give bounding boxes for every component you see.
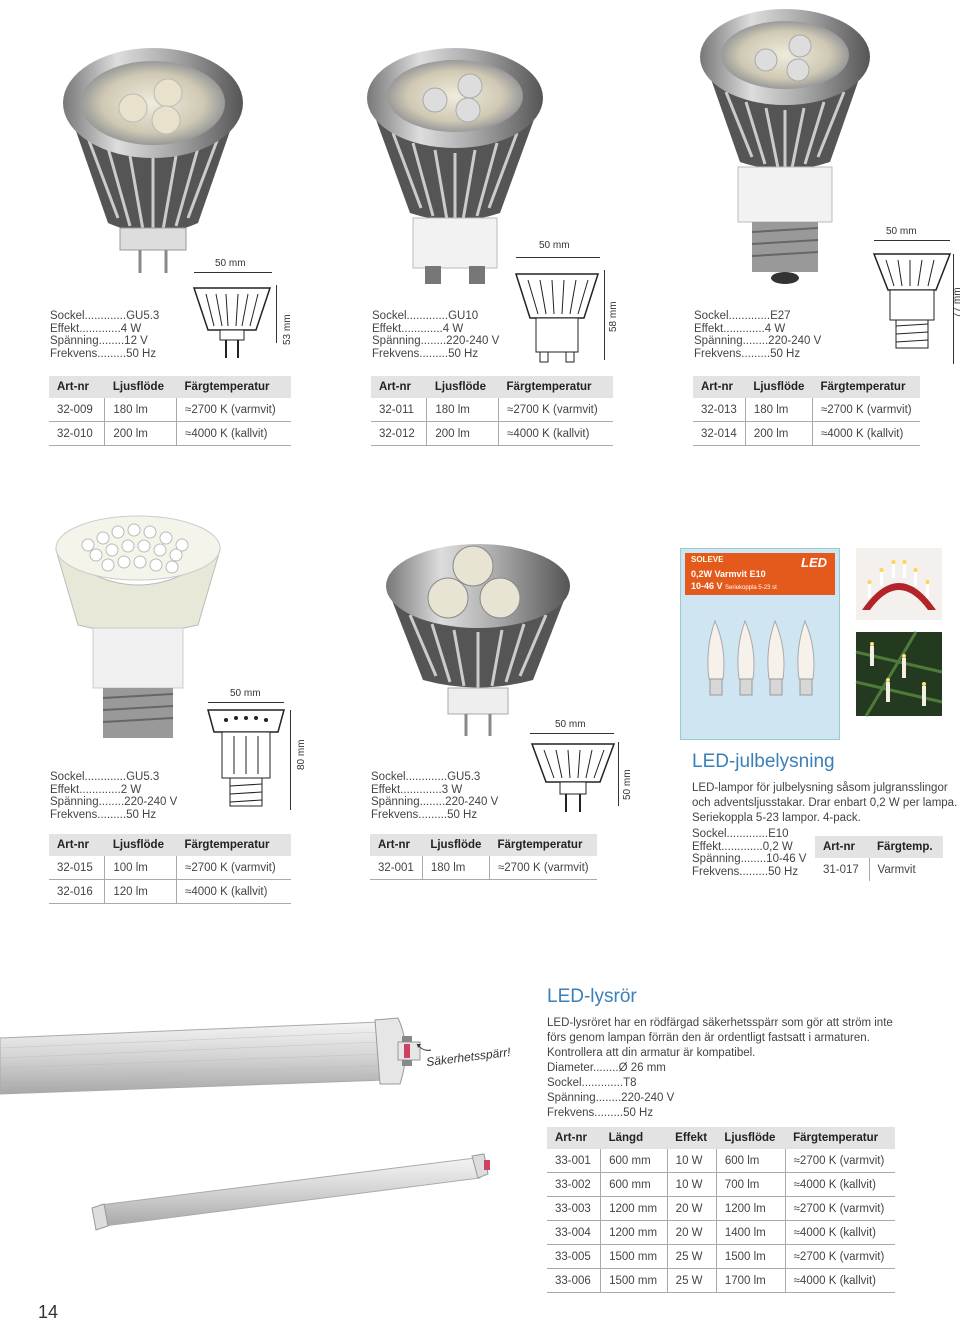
specs-4: Sockel.............GU5.3 Effekt.............2 W Spänning........220-240 V Frekvens.........50 Hz — [50, 771, 178, 821]
table-row: 33-005 1500 mm 25 W 1500 lm ≈2700 K (varmvit) — [547, 1245, 895, 1269]
width-dimension: 50 mm — [215, 258, 246, 269]
product-table-5: Art-nr Ljusflöde Färgtemperatur 32-001 180 lm ≈2700 K (varmvit) — [370, 834, 597, 880]
julbelysning-specs: Sockel.............E10 Effekt.............0,2 W Spänning........10-46 V Frekvens.........50 Hz — [692, 828, 807, 878]
height-dimension: 77 mm — [952, 287, 963, 318]
table-row: 32-016 120 lm ≈4000 K (kallvit) — [49, 880, 291, 904]
width-dimension: 50 mm — [539, 240, 570, 251]
brand-logo: SOLEVE — [691, 555, 724, 564]
lysror-specs: Diameter........Ø 26 mm Sockel.............T8 Spänning........220-240 V Frekvens.........50 Hz — [547, 1062, 675, 1119]
dimension-drawing-1 — [190, 282, 274, 366]
julbelysning-heading: LED-julbelysning — [692, 751, 835, 772]
dimension-drawing-3 — [872, 248, 952, 378]
table-row: 33-004 1200 mm 20 W 1400 lm ≈4000 K (kallvit) — [547, 1221, 895, 1245]
pack-spec-1: 0,2W Varmvit E10 — [691, 569, 766, 579]
candlestick-image — [856, 548, 942, 620]
height-dimension: 58 mm — [608, 301, 619, 332]
safety-catch-label: Säkerhetsspärr! — [425, 1044, 512, 1070]
product-table-2: Art-nr Ljusflöde Färgtemperatur 32-011 180 lm ≈2700 K (varmvit) 32-012 200 lm ≈4000 K (kallvit) — [371, 376, 613, 446]
package-image — [680, 548, 840, 740]
christmas-tree-image — [856, 632, 942, 716]
lysror-table: Art-nr Längd Effekt Ljusflöde Färgtemperatur 33-001 600 mm 10 W 600 lm ≈2700 K (varmvit) 33-002 600 mm 10 W 700 lm ≈4000 K (kallvit) 33-003 1200 mm 20 W 1200 lm ≈2700 K (varmvit) 33-004 1200 mm 20 W 1400 lm ≈4000 K (kallvit) 33-005 1500 mm 25 W 1500 lm ≈2700 K (varmvit) 33-006 1500 mm 25 W 1700 lm ≈4000 K (kallvit) — [547, 1127, 895, 1293]
product-image-3w-gu53 — [378, 540, 578, 740]
table-row: 32-014 200 lm ≈4000 K (kallvit) — [693, 422, 920, 446]
dimension-drawing-4 — [206, 706, 286, 826]
table-row: 32-015 100 lm ≈2700 K (varmvit) — [49, 856, 291, 880]
table-row: 32-010 200 lm ≈4000 K (kallvit) — [49, 422, 291, 446]
table-row: 32-012 200 lm ≈4000 K (kallvit) — [371, 422, 613, 446]
product-image-multi-led — [48, 510, 228, 750]
pack-led-label: LED — [801, 555, 827, 570]
lysror-description: LED-lysröret har en rödfärgad säkerhetsspärr som gör att ström inte förs genom lampan förrän den är ordentligt fastsatt i armaturen. Kontrollera att din armatur är kompatibel. — [547, 1017, 893, 1059]
width-dimension: 50 mm — [555, 719, 586, 730]
product-image-mr16-gu53 — [48, 38, 258, 278]
tube-image-small — [80, 1150, 500, 1230]
height-dimension: 53 mm — [282, 314, 293, 345]
table-row: 33-006 1500 mm 25 W 1700 lm ≈4000 K (kallvit) — [547, 1269, 895, 1293]
table-row: 32-013 180 lm ≈2700 K (varmvit) — [693, 398, 920, 422]
height-dimension: 50 mm — [622, 769, 633, 800]
width-dimension: 50 mm — [230, 688, 261, 699]
specs-5: Sockel.............GU5.3 Effekt.............3 W Spänning........220-240 V Frekvens.........50 Hz — [371, 771, 499, 821]
product-image-gu10 — [355, 38, 555, 288]
specs-2: Sockel.............GU10 Effekt.............4 W Spänning........220-240 V Frekvens.........50 Hz — [372, 310, 500, 360]
table-row: 32-011 180 lm ≈2700 K (varmvit) — [371, 398, 613, 422]
page-number: 14 — [38, 1302, 59, 1322]
product-image-e27 — [690, 2, 880, 287]
table-row: 31-017 Varmvit — [815, 858, 943, 881]
pack-spec-2: 10-46 V Seriekoppla 5-23 st — [691, 581, 777, 591]
julbelysning-table: Art-nr Färgtemp. 31-017 Varmvit — [815, 836, 943, 881]
table-row: 32-009 180 lm ≈2700 K (varmvit) — [49, 398, 291, 422]
table-row: 33-003 1200 mm 20 W 1200 lm ≈2700 K (varmvit) — [547, 1197, 895, 1221]
table-row: 33-001 600 mm 10 W 600 lm ≈2700 K (varmvit) — [547, 1149, 895, 1173]
table-row: 32-001 180 lm ≈2700 K (varmvit) — [370, 856, 597, 880]
dimension-drawing-2 — [512, 268, 602, 368]
width-dimension: 50 mm — [886, 226, 917, 237]
julbelysning-description: LED-lampor för julbelysning såsom julgransslingor och adventsljusstakar. Drar enbart 0,2 W per lampa. Seriekoppla 5-23 lampor. 4-pack. — [692, 782, 958, 824]
product-table-4: Art-nr Ljusflöde Färgtemperatur 32-015 100 lm ≈2700 K (varmvit) 32-016 120 lm ≈4000 K (kallvit) — [49, 834, 291, 904]
specs-3: Sockel.............E27 Effekt.............4 W Spänning........220-240 V Frekvens.........50 Hz — [694, 310, 822, 360]
height-dimension: 80 mm — [296, 739, 307, 770]
product-table-1: Art-nr Ljusflöde Färgtemperatur 32-009 180 lm ≈2700 K (varmvit) 32-010 200 lm ≈4000 K (kallvit) — [49, 376, 291, 446]
lysror-heading: LED-lysrör — [547, 986, 637, 1007]
product-table-3: Art-nr Ljusflöde Färgtemperatur 32-013 180 lm ≈2700 K (varmvit) 32-014 200 lm ≈4000 K (kallvit) — [693, 376, 920, 446]
table-row: 33-002 600 mm 10 W 700 lm ≈4000 K (kallvit) — [547, 1173, 895, 1197]
dimension-drawing-5 — [528, 738, 618, 818]
specs-1: Sockel.............GU5.3 Effekt.............4 W Spänning........12 V Frekvens.........50 Hz — [50, 310, 160, 360]
safety-arrow — [415, 1040, 433, 1054]
